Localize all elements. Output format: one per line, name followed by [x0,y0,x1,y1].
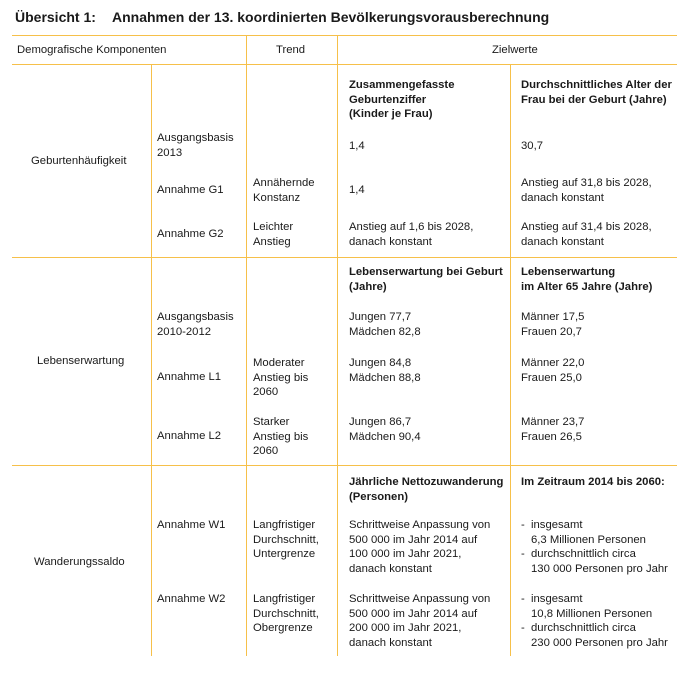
birth-row-v2: Anstieg auf 31,4 bis 2028, danach konstant [521,221,652,248]
life-row-v2: Männer 17,5 Frauen 20,7 [521,311,585,338]
birth-row-trend: Annähernde Konstanz [253,177,315,204]
life-row-name: Annahme L2 [157,430,222,442]
migration-row-name: Annahme W2 [157,593,226,605]
section-label-birth: Geburtenhäufigkeit [31,155,127,167]
life-row-trend: Starker Anstieg bis 2060 [253,416,309,458]
rule-v-header-2 [337,35,338,64]
life-row-v1: Jungen 77,7 Mädchen 82,8 [349,311,421,338]
birth-row-v2: 30,7 [521,140,543,152]
birth-row-v1: Anstieg auf 1,6 bis 2028, danach konstant [349,221,474,248]
page-title [15,9,549,25]
migration-row-name: Annahme W1 [157,519,226,531]
rule-header [12,64,677,65]
rule-section-1 [12,257,677,258]
header-targets: Zielwerte [492,44,538,56]
rule-v-header-1 [246,35,247,64]
bullet-dash: - [521,593,525,605]
life-row-v1: Jungen 84,8 Mädchen 88,8 [349,357,421,384]
header-trend: Trend [276,44,306,56]
life-row-trend: Moderater Anstieg bis 2060 [253,357,309,399]
migration-row-v1: Schrittweise Anpassung von 500 000 im Jahr 2014 auf 200 000 im Jahr 2021, danach konstant [349,593,491,649]
migration-col2-head: Im Zeitraum 2014 bis 2060: [521,476,665,488]
birth-col2-head: Durchschnittliches Alter der Frau bei der Geburt (Jahre) [521,79,672,106]
life-row-v1: Jungen 86,7 Mädchen 90,4 [349,416,421,443]
life-row-name: Ausgangsbasis 2010-2012 [157,311,234,338]
overview-number: Übersicht 1: [15,9,96,25]
life-row-v2: Männer 23,7 Frauen 26,5 [521,416,585,443]
overview-title: Annahmen der 13. koordinierten Bevölkerungsvorausberechnung [112,9,550,25]
header-components: Demografische Komponenten [17,44,167,56]
bullet-dash: - [521,548,525,560]
migration-col1-head: Jährliche Nettozuwanderung (Personen) [349,476,504,503]
migration-bullet-total: insgesamt 6,3 Millionen Personen [531,519,646,546]
migration-bullet-average: durchschnittlich circa 130 000 Personen pro Jahr [531,548,668,575]
bullet-dash: - [521,622,525,634]
birth-row-name: Annahme G1 [157,184,224,196]
migration-bullet-total: insgesamt 10,8 Millionen Personen [531,593,653,620]
rule-top [12,35,677,36]
birth-row-name: Ausgangsbasis 2013 [157,132,234,159]
rule-v-3 [337,64,338,656]
birth-row-trend: Leichter Anstieg [253,221,294,248]
rule-v-4 [510,64,511,656]
birth-row-v1: 1,4 [349,184,365,196]
migration-row-trend: Langfristiger Durchschnitt, Obergrenze [253,593,319,635]
life-row-v2: Männer 22,0 Frauen 25,0 [521,357,585,384]
rule-v-2 [246,64,247,656]
birth-row-v2: Anstieg auf 31,8 bis 2028, danach konstant [521,177,652,204]
life-col2-head: Lebenserwartung im Alter 65 Jahre (Jahre) [521,266,653,293]
migration-bullet-average: durchschnittlich circa 230 000 Personen pro Jahr [531,622,668,649]
life-col1-head: Lebenserwartung bei Geburt (Jahre) [349,266,503,293]
birth-row-v1: 1,4 [349,140,365,152]
birth-col1-head: Zusammengefasste Geburtenziffer (Kinder je Frau) [349,79,455,121]
migration-row-trend: Langfristiger Durchschnitt, Untergrenze [253,519,319,561]
migration-row-v1: Schrittweise Anpassung von 500 000 im Jahr 2014 auf 100 000 im Jahr 2021, danach konstant [349,519,491,575]
rule-v-1 [151,64,152,656]
rule-section-2 [12,465,677,466]
birth-row-name: Annahme G2 [157,228,224,240]
life-row-name: Annahme L1 [157,371,222,383]
section-label-life: Lebenserwartung [37,355,125,367]
section-label-migration: Wanderungssaldo [34,556,125,568]
bullet-dash: - [521,519,525,531]
